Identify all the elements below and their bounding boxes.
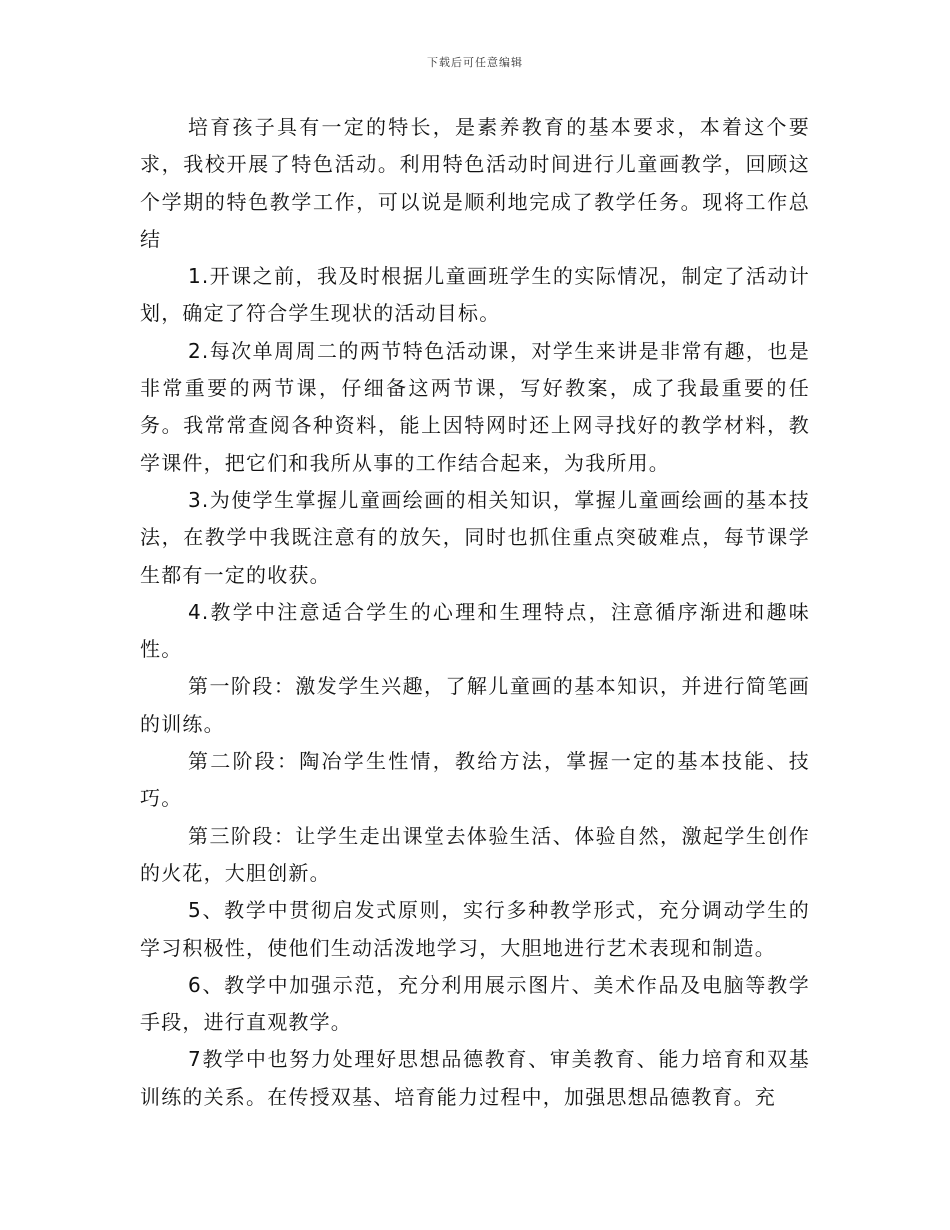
paragraph-item-4: 4.教学中注意适合学生的心理和生理特点，注意循序渐进和趣味性。 — [140, 599, 810, 662]
paragraph-intro: 培育孩子具有一定的特长，是素养教育的基本要求，本着这个要求，我校开展了特色活动。利用特色活动时间进行儿童画教学，回顾这个学期的特色教学工作，可以说是顺利地完成了教学任务。现将工作总结 — [140, 115, 810, 251]
page-header: 下载后可任意编辑 — [427, 56, 523, 69]
paragraph-stage-3: 第三阶段：让学生走出课堂去体验生活、体验自然，激起学生创作的火花，大胆创新。 — [140, 823, 810, 885]
paragraph-item-7: 7教学中也努力处理好思想品德教育、审美教育、能力培育和双基训练的关系。在传授双基、培育能力过程中，加强思想品德教育。充 — [140, 1047, 810, 1109]
paragraph-item-3: 3.为使学生掌握儿童画绘画的相关知识，掌握儿童画绘画的基本技法，在教学中我既注意有的放矢，同时也抓住重点突破难点，每节课学生都有一定的收获。 — [140, 487, 810, 587]
paragraph-item-5: 5、教学中贯彻启发式原则，实行多种教学形式，充分调动学生的学习积极性，使他们生动活泼地学习，大胆地进行艺术表现和制造。 — [140, 898, 810, 960]
paragraph-item-2: 2.每次单周周二的两节特色活动课，对学生来讲是非常有趣，也是非常重要的两节课，仔细备这两节课，写好教案，成了我最重要的任务。我常常查阅各种资料，能上因特网时还上网寻找好的教学材料，教学课件，把它们和我所从事的工作结合起来，为我所用。 — [140, 338, 810, 475]
paragraph-stage-2: 第二阶段：陶冶学生性情，教给方法，掌握一定的基本技能、技巧。 — [140, 749, 810, 811]
paragraph-item-1: 1.开课之前，我及时根据儿童画班学生的实际情况，制定了活动计划，确定了符合学生现状的活动目标。 — [140, 264, 810, 326]
paragraph-item-6: 6、教学中加强示范，充分利用展示图片、美术作品及电脑等教学手段，进行直观教学。 — [140, 972, 810, 1035]
paragraph-stage-1: 第一阶段：激发学生兴趣，了解儿童画的基本知识，并进行简笔画的训练。 — [140, 674, 810, 736]
document-body — [140, 109, 810, 1116]
